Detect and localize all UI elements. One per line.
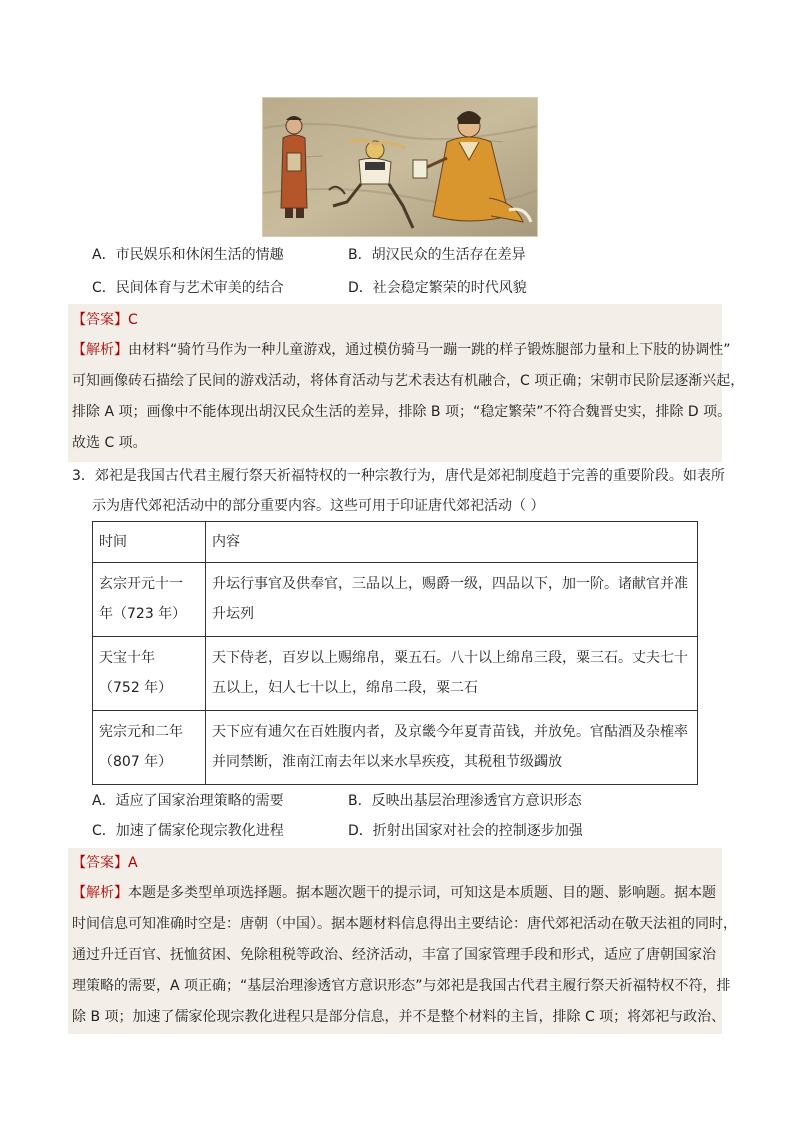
- cell-text: 年（723 年）: [99, 606, 187, 622]
- analysis-line: [72, 340, 731, 360]
- cell-text: 玄宗开元十一: [99, 576, 183, 592]
- analysis-text: 由材料“骑竹马作为一种儿童游戏，通过模仿骑马一蹦一跳的样子锻炼腿部力量和上下肢的协调性”: [128, 342, 731, 358]
- cell-text: 并同禁断，淮南江南去年以来水旱疾疫，其税租节级蠲放: [212, 754, 562, 770]
- answer-line: [72, 853, 138, 873]
- analysis-label: 【解析】: [72, 342, 128, 358]
- mural-painting-drawing: [263, 98, 537, 236]
- analysis-line: [72, 883, 716, 903]
- cell-content: [206, 711, 698, 785]
- analysis-line: 时间信息可知准确时空是：唐朝（中国）。据本题材料信息得出主要结论：唐代郊祀活动在敬天法祖的同时，: [72, 916, 737, 932]
- cell-text: 升坛行事官及供奉官，三品以上，赐爵一级，四品以下，加一阶。诸献官并准: [212, 576, 688, 592]
- cell-content: [206, 563, 698, 637]
- cell-text: 五以上，妇人七十以上，绵帛二段，粟二石: [212, 680, 478, 696]
- answer-label: 【答案】: [72, 855, 128, 871]
- answer-band: [68, 848, 722, 878]
- option-c: C．加速了儒家伦现宗教化进程: [92, 823, 284, 839]
- answer-label: 【答案】: [72, 312, 128, 328]
- analysis-line: 排除 A 项；画像中不能体现出胡汉民众生活的差异，排除 B 项；“稳定繁荣”不符合魏晋史实，排除 D 项。: [72, 404, 732, 420]
- cell-text: 天下应有逋欠在百姓腹内者，及京畿今年夏青苗钱，并放免。官酤酒及杂榷率: [212, 724, 688, 740]
- option-d: D．社会稳定繁荣的时代风貌: [348, 280, 527, 296]
- answer-value: A: [128, 855, 138, 871]
- option-a: A．适应了国家治理策略的需要: [92, 793, 284, 809]
- analysis-line: 理策略的需要，A 项正确；“基层治理渗透官方意识形态”与郊祀是我国古代君主履行祭天祈福特权不符，排: [72, 978, 731, 994]
- cell-content: [206, 637, 698, 711]
- option-b: B．反映出基层治理渗透官方意识形态: [348, 793, 582, 809]
- analysis-text: 本题是多类型单项选择题。据本题次题干的提示词，可知这是本质题、目的题、影响题。据本题: [128, 885, 716, 901]
- cell-text: 天宝十年: [99, 650, 155, 666]
- table-row: [93, 711, 698, 785]
- answer-band: [68, 304, 722, 336]
- table-row: [93, 637, 698, 711]
- cell-text: （752 年）: [99, 680, 173, 696]
- option-d: D．折射出国家对社会的控制逐步加强: [348, 823, 583, 839]
- option-c: C．民间体育与艺术审美的结合: [92, 280, 284, 296]
- analysis-line: 通过升迁百官、抚恤贫困、免除租税等政治、经济活动，丰富了国家管理手段和形式，适应了唐朝国家治: [72, 947, 716, 963]
- option-b: B．胡汉民众的生活存在差异: [348, 247, 526, 263]
- answer-line: [72, 310, 138, 330]
- cell-text: （807 年）: [99, 754, 173, 770]
- cell-time: [93, 563, 206, 637]
- cell-text: 宪宗元和二年: [99, 724, 183, 740]
- answer-value: C: [128, 312, 138, 328]
- analysis-label: 【解析】: [72, 885, 128, 901]
- mural-painting-image: [262, 97, 538, 237]
- header-time: 时间: [93, 522, 206, 563]
- header-content: 内容: [206, 522, 698, 563]
- question-stem: 3．郊祀是我国古代君主履行祭天祈福特权的一种宗教行为，唐代是郊祀制度趋于完善的重要阶段。如表所: [72, 468, 725, 484]
- table-row: [93, 563, 698, 637]
- analysis-line: 可知画像砖石描绘了民间的游戏活动，将体育活动与艺术表达有机融合，C 项正确；宋朝市民阶层逐渐兴起，: [72, 373, 745, 389]
- tang-suburban-sacrifice-table: [92, 521, 698, 785]
- cell-text: 天下侍老，百岁以上赐绵帛，粟五石。八十以上绵帛三段，粟三石。丈夫七十: [212, 650, 688, 666]
- cell-time: [93, 711, 206, 785]
- cell-time: [93, 637, 206, 711]
- analysis-line: 故选 C 项。: [72, 435, 147, 451]
- option-a: A．市民娱乐和休闲生活的情趣: [92, 247, 284, 263]
- table-header-row: [93, 522, 698, 563]
- question-stem: 示为唐代郊祀活动中的部分重要内容。这些可用于印证唐代郊祀活动（ ）: [92, 498, 545, 514]
- cell-text: 升坛列: [212, 606, 254, 622]
- analysis-line: 除 B 项；加速了儒家伦现宗教化进程只是部分信息，并不是整个材料的主旨，排除 C 项；将郊祀与政治、: [72, 1009, 726, 1025]
